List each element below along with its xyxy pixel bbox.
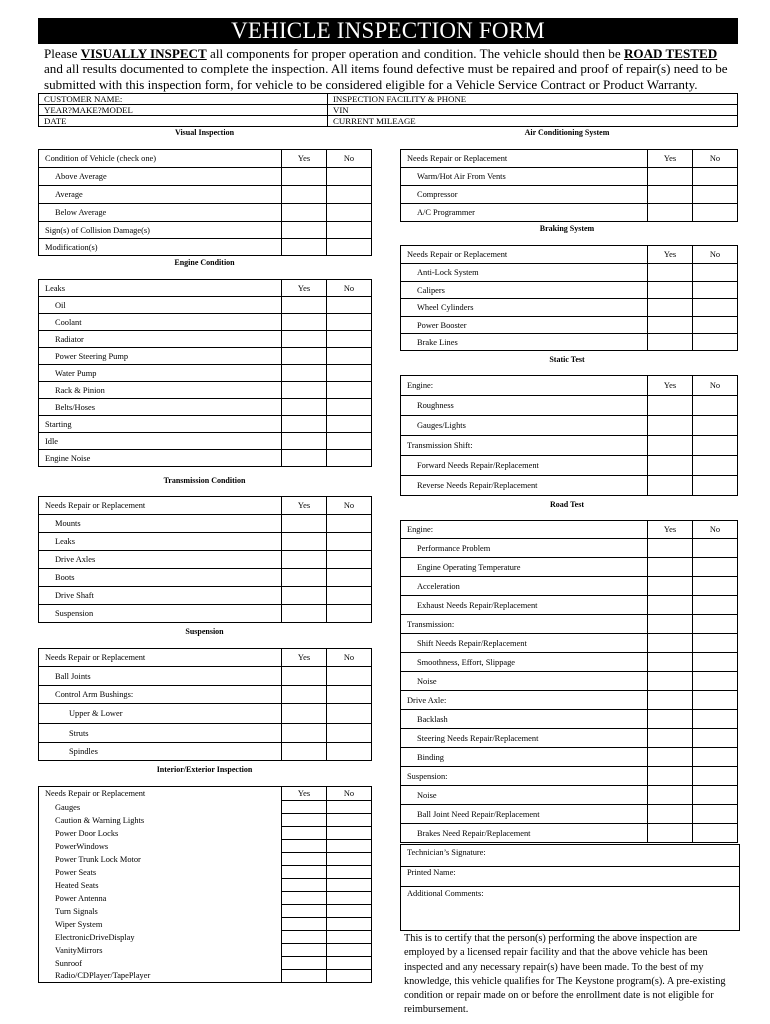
yes-checkbox[interactable] bbox=[282, 814, 327, 827]
row-label: Below Average bbox=[39, 204, 282, 222]
no-checkbox[interactable] bbox=[693, 539, 738, 558]
no-checkbox[interactable] bbox=[327, 724, 372, 743]
section-title-suspension: Suspension bbox=[185, 627, 224, 636]
inspection-facility-field[interactable]: INSPECTION FACILITY & PHONE bbox=[328, 94, 738, 105]
row-label: Sunroof bbox=[39, 957, 282, 970]
no-checkbox[interactable] bbox=[327, 314, 372, 331]
yes-checkbox[interactable] bbox=[282, 892, 327, 905]
row-label: Performance Problem bbox=[401, 539, 648, 558]
section-title-road-test: Road Test bbox=[549, 500, 584, 509]
yes-checkbox[interactable] bbox=[648, 334, 693, 351]
row-label: Exhaust Needs Repair/Replacement bbox=[401, 596, 648, 615]
yes-checkbox[interactable] bbox=[648, 416, 693, 436]
instructions-text: Please bbox=[44, 46, 81, 61]
section-title-engine-condition: Engine Condition bbox=[174, 258, 235, 267]
yes-checkbox[interactable] bbox=[282, 515, 327, 533]
row-label: Acceleration bbox=[401, 577, 648, 596]
yes-checkbox[interactable] bbox=[282, 222, 327, 239]
yes-checkbox[interactable] bbox=[282, 186, 327, 204]
yes-checkbox[interactable] bbox=[282, 905, 327, 918]
no-checkbox[interactable] bbox=[327, 168, 372, 186]
yes-checkbox[interactable] bbox=[648, 558, 693, 577]
yes-checkbox[interactable] bbox=[648, 282, 693, 299]
yes-checkbox[interactable] bbox=[282, 450, 327, 467]
no-checkbox[interactable] bbox=[327, 814, 372, 827]
yes-checkbox[interactable] bbox=[282, 704, 327, 724]
row-label: Transmission: bbox=[401, 615, 648, 634]
no-checkbox[interactable] bbox=[327, 433, 372, 450]
no-checkbox[interactable] bbox=[327, 348, 372, 365]
no-checkbox[interactable] bbox=[327, 239, 372, 256]
printed-name-label: Printed Name: bbox=[407, 868, 456, 877]
row-label: Wheel Cylinders bbox=[401, 299, 648, 317]
yes-checkbox[interactable] bbox=[648, 436, 693, 456]
braking-system-table bbox=[400, 245, 738, 351]
no-checkbox[interactable] bbox=[327, 450, 372, 467]
visually-inspect-emphasis: VISUALLY INSPECT bbox=[80, 46, 207, 61]
row-label: Ball Joints bbox=[39, 667, 282, 686]
row-label: Engine: bbox=[401, 376, 648, 396]
yes-header: Yes bbox=[648, 521, 693, 539]
row-label: Heated Seats bbox=[39, 879, 282, 892]
yes-checkbox[interactable] bbox=[282, 382, 327, 399]
row-label: Needs Repair or Replacement bbox=[401, 246, 648, 264]
row-label: Engine Noise bbox=[39, 450, 282, 467]
row-label: Above Average bbox=[39, 168, 282, 186]
yes-header: Yes bbox=[648, 246, 693, 264]
no-checkbox[interactable] bbox=[327, 533, 372, 551]
row-label: Coolant bbox=[39, 314, 282, 331]
row-label: Smoothness, Effort, Slippage bbox=[401, 653, 648, 672]
no-checkbox[interactable] bbox=[693, 558, 738, 577]
yes-checkbox[interactable] bbox=[282, 168, 327, 186]
row-label: Drive Axles bbox=[39, 551, 282, 569]
yes-checkbox[interactable] bbox=[648, 615, 693, 634]
no-checkbox[interactable] bbox=[327, 667, 372, 686]
yes-checkbox[interactable] bbox=[282, 433, 327, 450]
yes-checkbox[interactable] bbox=[282, 365, 327, 382]
row-label: Gauges/Lights bbox=[401, 416, 648, 436]
section-title-air-conditioning: Air Conditioning System bbox=[524, 128, 610, 137]
no-header: No bbox=[327, 280, 372, 297]
row-label: Starting bbox=[39, 416, 282, 433]
yes-checkbox[interactable] bbox=[282, 686, 327, 704]
no-header: No bbox=[693, 376, 738, 396]
no-checkbox[interactable] bbox=[327, 827, 372, 840]
suspension-table bbox=[38, 648, 372, 761]
yes-checkbox[interactable] bbox=[282, 348, 327, 365]
yes-header: Yes bbox=[648, 376, 693, 396]
row-label: PowerWindows bbox=[39, 840, 282, 853]
no-checkbox[interactable] bbox=[327, 587, 372, 605]
additional-comments-field[interactable] bbox=[400, 886, 740, 931]
row-label: Condition of Vehicle (check one) bbox=[39, 150, 282, 168]
yes-checkbox[interactable] bbox=[648, 767, 693, 786]
no-checkbox[interactable] bbox=[693, 596, 738, 615]
row-label: Needs Repair or Replacement bbox=[39, 787, 282, 801]
yes-checkbox[interactable] bbox=[282, 801, 327, 814]
no-checkbox[interactable] bbox=[693, 476, 738, 496]
yes-checkbox[interactable] bbox=[282, 724, 327, 743]
no-header: No bbox=[327, 787, 372, 801]
no-checkbox[interactable] bbox=[693, 634, 738, 653]
row-label: Transmission Shift: bbox=[401, 436, 648, 456]
section-title-braking-system: Braking System bbox=[539, 224, 595, 233]
air-conditioning-table bbox=[400, 149, 738, 222]
yes-checkbox[interactable] bbox=[648, 653, 693, 672]
row-label: Noise bbox=[401, 672, 648, 691]
no-checkbox[interactable] bbox=[693, 396, 738, 416]
no-checkbox[interactable] bbox=[327, 918, 372, 931]
yes-checkbox[interactable] bbox=[282, 944, 327, 957]
yes-checkbox[interactable] bbox=[282, 827, 327, 840]
row-label: Struts bbox=[39, 724, 282, 743]
no-checkbox[interactable] bbox=[693, 577, 738, 596]
yes-checkbox[interactable] bbox=[282, 551, 327, 569]
yes-checkbox[interactable] bbox=[648, 186, 693, 204]
no-checkbox[interactable] bbox=[327, 970, 372, 983]
no-header: No bbox=[327, 649, 372, 667]
yes-checkbox[interactable] bbox=[282, 416, 327, 433]
row-label: Gauges bbox=[39, 801, 282, 814]
no-checkbox[interactable] bbox=[327, 840, 372, 853]
row-label: Modification(s) bbox=[39, 239, 282, 256]
no-checkbox[interactable] bbox=[327, 944, 372, 957]
no-checkbox[interactable] bbox=[693, 653, 738, 672]
yes-header: Yes bbox=[282, 649, 327, 667]
yes-checkbox[interactable] bbox=[282, 314, 327, 331]
no-checkbox[interactable] bbox=[693, 282, 738, 299]
section-title-static-test: Static Test bbox=[549, 355, 585, 364]
yes-checkbox[interactable] bbox=[282, 533, 327, 551]
row-label: Radiator bbox=[39, 331, 282, 348]
row-label: Shift Needs Repair/Replacement bbox=[401, 634, 648, 653]
yes-checkbox[interactable] bbox=[648, 577, 693, 596]
interior-exterior-table bbox=[38, 786, 372, 983]
row-label: Wiper System bbox=[39, 918, 282, 931]
yes-checkbox[interactable] bbox=[282, 957, 327, 970]
yes-checkbox[interactable] bbox=[282, 743, 327, 761]
no-checkbox[interactable] bbox=[327, 515, 372, 533]
row-label: Reverse Needs Repair/Replacement bbox=[401, 476, 648, 496]
yes-checkbox[interactable] bbox=[648, 396, 693, 416]
no-checkbox[interactable] bbox=[693, 204, 738, 222]
yes-checkbox[interactable] bbox=[282, 853, 327, 866]
instructions-paragraph bbox=[44, 46, 738, 92]
row-label: Boots bbox=[39, 569, 282, 587]
no-checkbox[interactable] bbox=[327, 222, 372, 239]
yes-checkbox[interactable] bbox=[648, 456, 693, 476]
row-label: A/C Programmer bbox=[401, 204, 648, 222]
no-checkbox[interactable] bbox=[327, 743, 372, 761]
no-checkbox[interactable] bbox=[693, 456, 738, 476]
no-header: No bbox=[693, 521, 738, 539]
yes-checkbox[interactable] bbox=[282, 297, 327, 314]
yes-checkbox[interactable] bbox=[282, 931, 327, 944]
row-label: Power Door Locks bbox=[39, 827, 282, 840]
row-label: Oil bbox=[39, 297, 282, 314]
row-label: Sign(s) of Collision Damage(s) bbox=[39, 222, 282, 239]
yes-checkbox[interactable] bbox=[648, 748, 693, 767]
customer-name-field[interactable]: CUSTOMER NAME: bbox=[39, 94, 328, 105]
no-checkbox[interactable] bbox=[693, 691, 738, 710]
row-label: Turn Signals bbox=[39, 905, 282, 918]
row-label: Belts/Hoses bbox=[39, 399, 282, 416]
row-label: Engine Operating Temperature bbox=[401, 558, 648, 577]
yes-checkbox[interactable] bbox=[282, 840, 327, 853]
row-label: Average bbox=[39, 186, 282, 204]
row-label: Backlash bbox=[401, 710, 648, 729]
row-label: Warm/Hot Air From Vents bbox=[401, 168, 648, 186]
no-checkbox[interactable] bbox=[693, 824, 738, 843]
yes-checkbox[interactable] bbox=[648, 476, 693, 496]
row-label: VanityMirrors bbox=[39, 944, 282, 957]
yes-checkbox[interactable] bbox=[648, 299, 693, 317]
yes-checkbox[interactable] bbox=[648, 539, 693, 558]
no-checkbox[interactable] bbox=[327, 551, 372, 569]
yes-checkbox[interactable] bbox=[648, 824, 693, 843]
technician-signature-label: Technician’s Signature: bbox=[407, 848, 486, 857]
row-label: Water Pump bbox=[39, 365, 282, 382]
printed-name-field[interactable] bbox=[400, 865, 740, 887]
row-label: Needs Repair or Replacement bbox=[401, 150, 648, 168]
yes-checkbox[interactable] bbox=[648, 264, 693, 282]
no-checkbox[interactable] bbox=[327, 399, 372, 416]
no-checkbox[interactable] bbox=[327, 866, 372, 879]
yes-header: Yes bbox=[282, 280, 327, 297]
yes-checkbox[interactable] bbox=[648, 596, 693, 615]
row-label: Suspension bbox=[39, 605, 282, 623]
engine-condition-table bbox=[38, 279, 372, 467]
form-title: VEHICLE INSPECTION FORM bbox=[38, 18, 738, 44]
no-header: No bbox=[327, 150, 372, 168]
no-checkbox[interactable] bbox=[327, 331, 372, 348]
vin-field[interactable]: VIN bbox=[328, 105, 738, 116]
yes-header: Yes bbox=[282, 787, 327, 801]
yes-checkbox[interactable] bbox=[282, 331, 327, 348]
row-label: Brake Lines bbox=[401, 334, 648, 351]
no-checkbox[interactable] bbox=[693, 786, 738, 805]
no-checkbox[interactable] bbox=[327, 892, 372, 905]
row-label: Compressor bbox=[401, 186, 648, 204]
no-checkbox[interactable] bbox=[693, 672, 738, 691]
row-label: Anti-Lock System bbox=[401, 264, 648, 282]
row-label: Ball Joint Need Repair/Replacement bbox=[401, 805, 648, 824]
no-checkbox[interactable] bbox=[327, 957, 372, 970]
no-header: No bbox=[693, 246, 738, 264]
yes-checkbox[interactable] bbox=[282, 399, 327, 416]
row-label: Leaks bbox=[39, 533, 282, 551]
current-mileage-field[interactable]: CURRENT MILEAGE bbox=[328, 116, 738, 127]
row-label: Control Arm Bushings: bbox=[39, 686, 282, 704]
yes-checkbox[interactable] bbox=[282, 866, 327, 879]
yes-header: Yes bbox=[282, 497, 327, 515]
yes-checkbox[interactable] bbox=[282, 239, 327, 256]
yes-checkbox[interactable] bbox=[282, 204, 327, 222]
row-label: Power Antenna bbox=[39, 892, 282, 905]
no-checkbox[interactable] bbox=[327, 382, 372, 399]
yes-checkbox[interactable] bbox=[648, 672, 693, 691]
row-label: Power Booster bbox=[401, 317, 648, 334]
no-checkbox[interactable] bbox=[327, 186, 372, 204]
no-checkbox[interactable] bbox=[327, 853, 372, 866]
road-test-table bbox=[400, 520, 738, 843]
static-test-table bbox=[400, 375, 738, 496]
yes-checkbox[interactable] bbox=[282, 569, 327, 587]
section-title-visual-inspection: Visual Inspection bbox=[174, 128, 235, 137]
yes-checkbox[interactable] bbox=[282, 587, 327, 605]
no-checkbox[interactable] bbox=[327, 297, 372, 314]
no-checkbox[interactable] bbox=[327, 416, 372, 433]
no-checkbox[interactable] bbox=[693, 748, 738, 767]
section-title-transmission-condition: Transmission Condition bbox=[163, 476, 246, 485]
row-label: Idle bbox=[39, 433, 282, 450]
no-checkbox[interactable] bbox=[327, 204, 372, 222]
yes-header: Yes bbox=[648, 150, 693, 168]
no-checkbox[interactable] bbox=[327, 686, 372, 704]
yes-checkbox[interactable] bbox=[648, 805, 693, 824]
no-checkbox[interactable] bbox=[327, 931, 372, 944]
row-label: Upper & Lower bbox=[39, 704, 282, 724]
transmission-condition-table bbox=[38, 496, 372, 623]
row-label: Power Steering Pump bbox=[39, 348, 282, 365]
yes-checkbox[interactable] bbox=[648, 168, 693, 186]
row-label: Noise bbox=[401, 786, 648, 805]
row-label: Mounts bbox=[39, 515, 282, 533]
row-label: Brakes Need Repair/Replacement bbox=[401, 824, 648, 843]
no-checkbox[interactable] bbox=[693, 299, 738, 317]
no-checkbox[interactable] bbox=[693, 805, 738, 824]
no-checkbox[interactable] bbox=[693, 710, 738, 729]
row-label: Radio/CDPlayer/TapePlayer bbox=[39, 970, 282, 983]
visual-inspection-table bbox=[38, 149, 372, 256]
no-checkbox[interactable] bbox=[693, 436, 738, 456]
instructions-text: all components for proper operation and condition. The vehicle should then be bbox=[206, 46, 624, 61]
year-make-model-field[interactable]: YEAR?MAKE?MODEL bbox=[39, 105, 328, 116]
row-label: Power Seats bbox=[39, 866, 282, 879]
date-field[interactable]: DATE bbox=[39, 116, 328, 127]
no-checkbox[interactable] bbox=[327, 704, 372, 724]
row-label: Leaks bbox=[39, 280, 282, 297]
yes-checkbox[interactable] bbox=[648, 204, 693, 222]
row-label: Suspension: bbox=[401, 767, 648, 786]
row-label: Calipers bbox=[401, 282, 648, 299]
yes-checkbox[interactable] bbox=[282, 918, 327, 931]
no-checkbox[interactable] bbox=[693, 168, 738, 186]
yes-checkbox[interactable] bbox=[648, 729, 693, 748]
row-label: ElectronicDriveDisplay bbox=[39, 931, 282, 944]
no-checkbox[interactable] bbox=[327, 879, 372, 892]
yes-checkbox[interactable] bbox=[282, 970, 327, 983]
no-header: No bbox=[327, 497, 372, 515]
row-label: Forward Needs Repair/Replacement bbox=[401, 456, 648, 476]
no-checkbox[interactable] bbox=[693, 767, 738, 786]
yes-checkbox[interactable] bbox=[648, 634, 693, 653]
no-checkbox[interactable] bbox=[327, 905, 372, 918]
no-checkbox[interactable] bbox=[693, 615, 738, 634]
no-checkbox[interactable] bbox=[693, 317, 738, 334]
no-checkbox[interactable] bbox=[693, 186, 738, 204]
yes-checkbox[interactable] bbox=[648, 317, 693, 334]
no-checkbox[interactable] bbox=[327, 569, 372, 587]
certification-statement: This is to certify that the person(s) performing the above inspection are employed by a licensed repair facility and that the above vehicle has been inspected and any necessary repair(s) have been made. To the best of my knowledge, this vehicle qualifies for The Keystone program(s). A pre-existing condition or repair made on or before the enrollment date is not eligible for reimbursement. bbox=[404, 933, 726, 1016]
row-label: Needs Repair or Replacement bbox=[39, 497, 282, 515]
row-label: Steering Needs Repair/Replacement bbox=[401, 729, 648, 748]
row-label: Rack & Pinion bbox=[39, 382, 282, 399]
row-label: Needs Repair or Replacement bbox=[39, 649, 282, 667]
yes-checkbox[interactable] bbox=[648, 710, 693, 729]
yes-checkbox[interactable] bbox=[648, 786, 693, 805]
yes-checkbox[interactable] bbox=[282, 605, 327, 623]
instructions-text: and all results documented to complete the inspection. All items found defective must be repaired and proof of repair(s) need to be submitted with this inspection form, for vehicle to be considered eligible for a Vehicle Service Contract or Product Warranty. bbox=[44, 61, 728, 92]
road-tested-emphasis: ROAD TESTED bbox=[623, 46, 718, 61]
no-checkbox[interactable] bbox=[693, 416, 738, 436]
row-label: Drive Axle: bbox=[401, 691, 648, 710]
yes-checkbox[interactable] bbox=[282, 879, 327, 892]
row-label: Power Trunk Lock Motor bbox=[39, 853, 282, 866]
row-label: Spindles bbox=[39, 743, 282, 761]
yes-checkbox[interactable] bbox=[282, 667, 327, 686]
no-header: No bbox=[693, 150, 738, 168]
section-title-interior-exterior: Interior/Exterior Inspection bbox=[156, 765, 253, 774]
vehicle-info-table bbox=[38, 93, 738, 127]
additional-comments-label: Additional Comments: bbox=[407, 889, 484, 898]
no-checkbox[interactable] bbox=[327, 605, 372, 623]
no-checkbox[interactable] bbox=[693, 334, 738, 351]
row-label: Drive Shaft bbox=[39, 587, 282, 605]
no-checkbox[interactable] bbox=[327, 365, 372, 382]
row-label: Roughness bbox=[401, 396, 648, 416]
yes-header: Yes bbox=[282, 150, 327, 168]
row-label: Binding bbox=[401, 748, 648, 767]
no-checkbox[interactable] bbox=[327, 801, 372, 814]
no-checkbox[interactable] bbox=[693, 264, 738, 282]
yes-checkbox[interactable] bbox=[648, 691, 693, 710]
row-label: Caution & Warning Lights bbox=[39, 814, 282, 827]
technician-signature-field[interactable] bbox=[400, 844, 740, 867]
no-checkbox[interactable] bbox=[693, 729, 738, 748]
row-label: Engine: bbox=[401, 521, 648, 539]
